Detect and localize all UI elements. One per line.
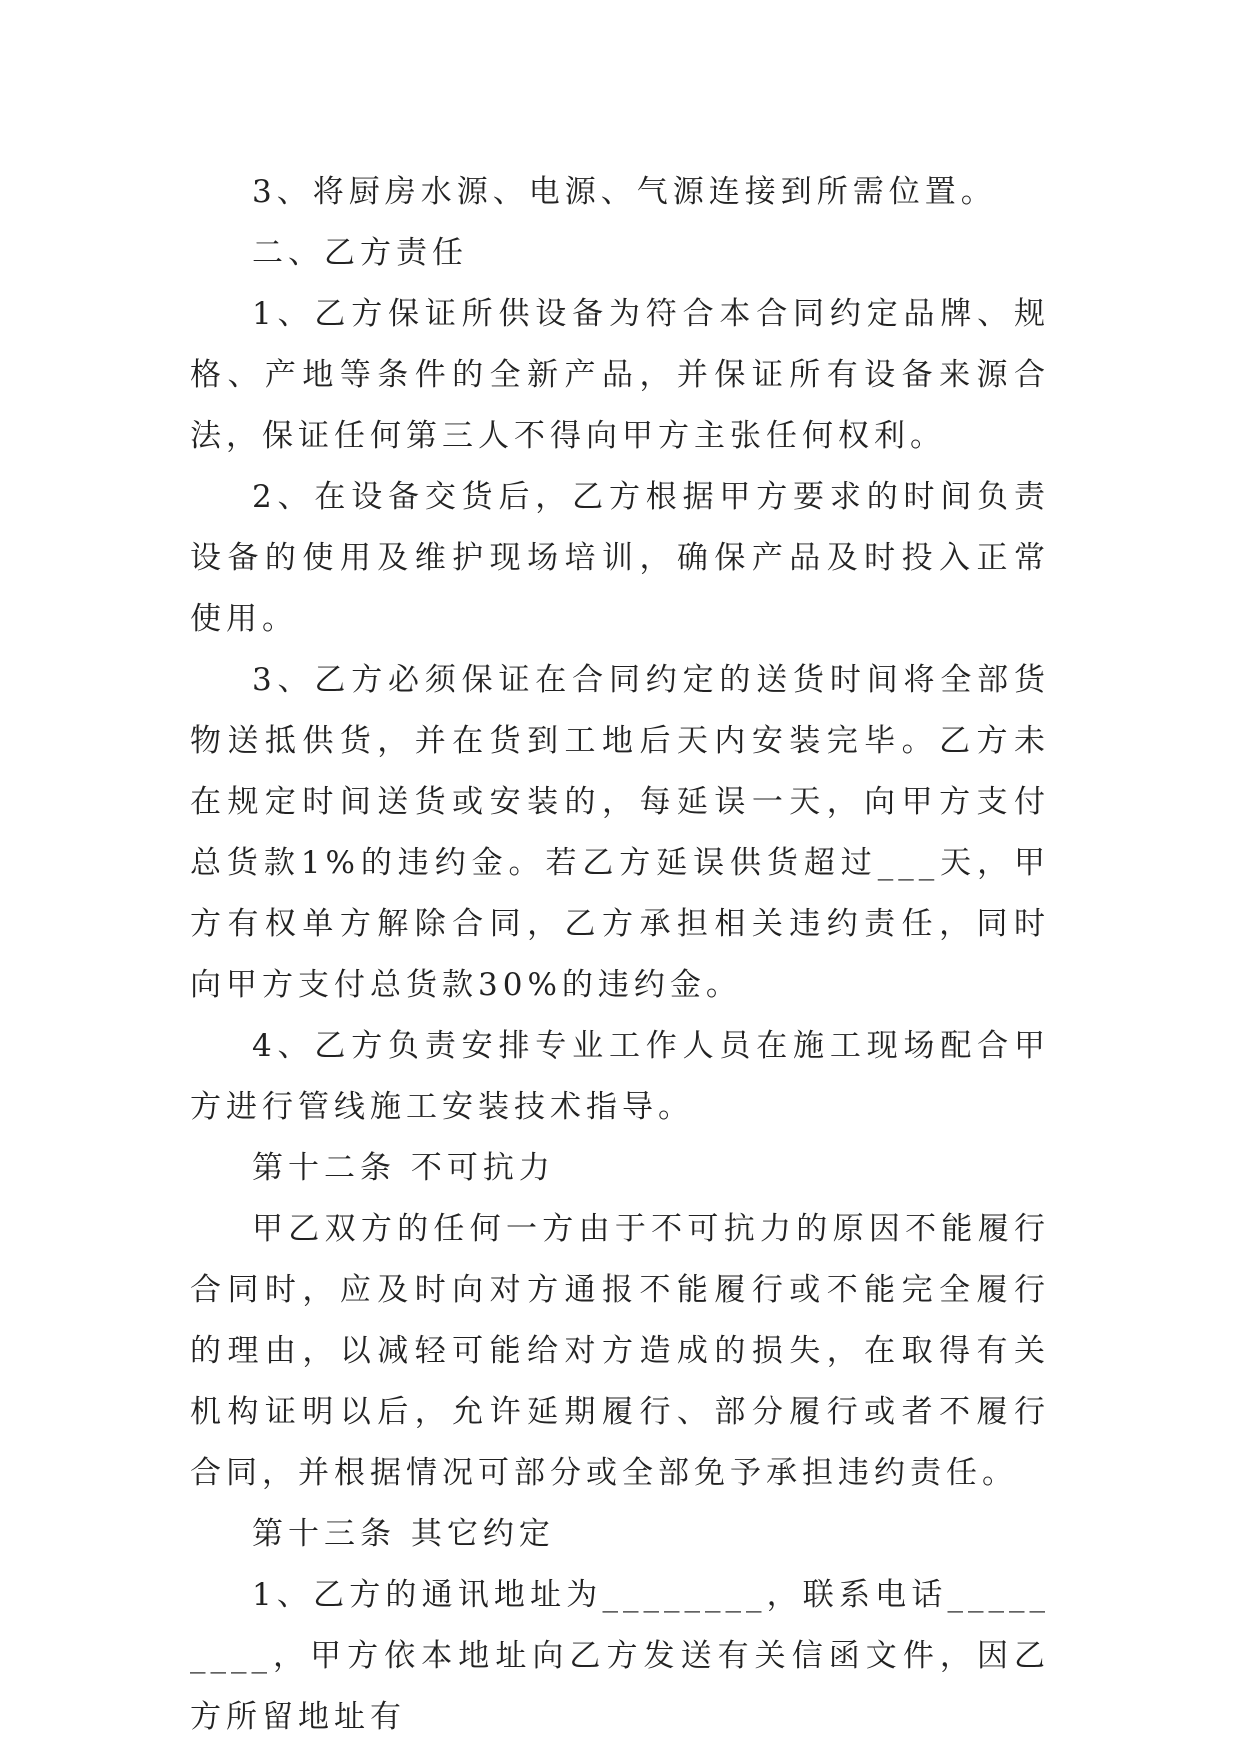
document-page (190, 162, 1050, 1748)
paragraph-item: 甲乙双方的任何一方由于不可抗力的原因不能履行合同时，应及时向对方通报不能履行或不能完全履行的理由，以减轻可能给对方造成的损失，在取得有关机构证明以后，允许延期履行、部分履行或者不履行合同，并根据情况可部分或全部免予承担违约责任。 (190, 1211, 1050, 1491)
paragraph-item: 1、乙方保证所供设备为符合本合同约定品牌、规格、产地等条件的全新产品，并保证所有设备来源合法，保证任何第三人不得向甲方主张任何权利。 (190, 296, 1050, 454)
article-heading: 第十三条 其它约定 (252, 1516, 555, 1552)
section-heading: 二、乙方责任 (252, 235, 468, 271)
article-heading: 第十二条 不可抗力 (252, 1150, 555, 1186)
paragraph-item: 4、乙方负责安排专业工作人员在施工现场配合甲方进行管线施工安装技术指导。 (190, 1028, 1050, 1125)
paragraph-item: 2、在设备交货后，乙方根据甲方要求的时间负责设备的使用及维护现场培训，确保产品及时投入正常使用。 (190, 479, 1050, 637)
paragraph-item: 1、乙方的通讯地址为________，联系电话_________，甲方依本地址向乙方发送有关信函文件，因乙方所留地址有 (190, 1577, 1050, 1735)
paragraph-item: 3、将厨房水源、电源、气源连接到所需位置。 (252, 174, 997, 210)
paragraph-item: 3、乙方必须保证在合同约定的送货时间将全部货物送抵供货，并在货到工地后天内安装完毕。乙方未在规定时间送货或安装的，每延误一天，向甲方支付总货款1%的违约金。若乙方延误供货超过___天，甲方有权单方解除合同，乙方承担相关违约责任，同时向甲方支付总货款30%的违约金。 (190, 662, 1050, 1003)
